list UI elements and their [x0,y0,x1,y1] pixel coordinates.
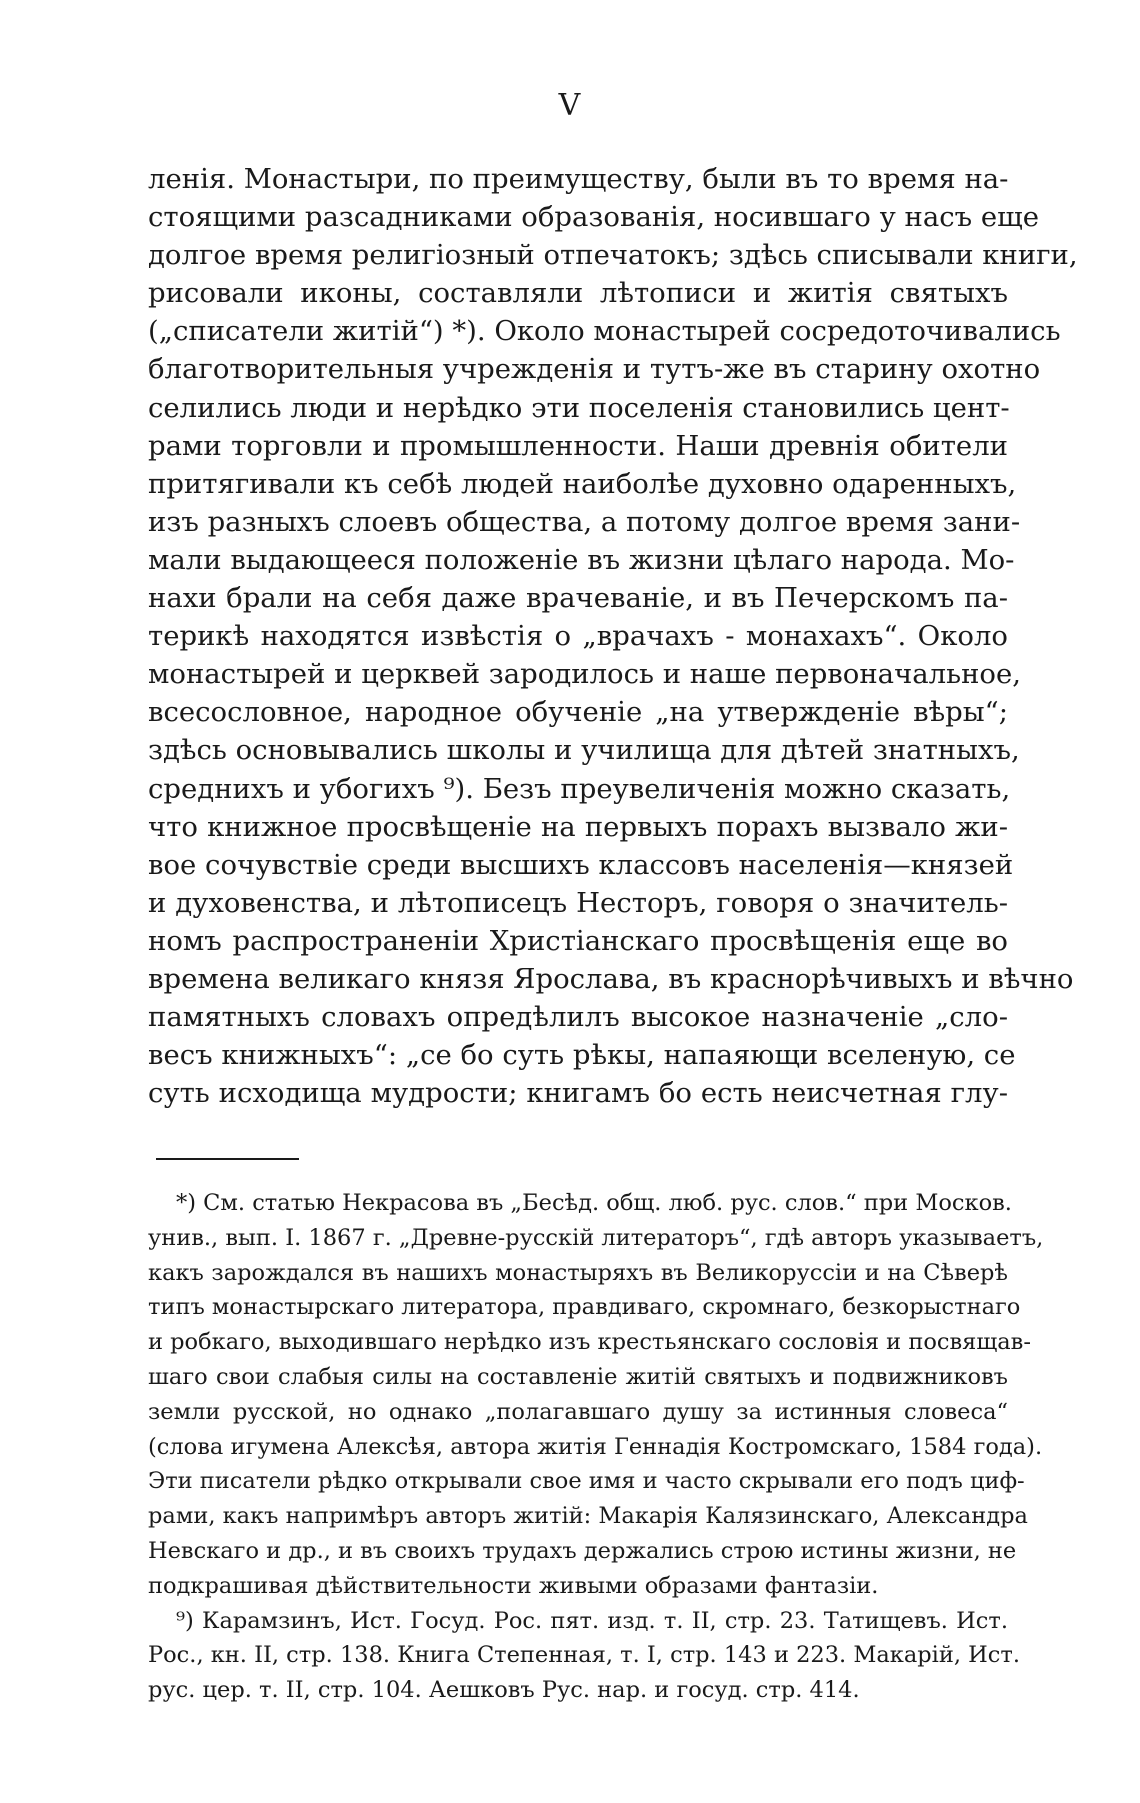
body-line: мали выдающееся положеніе въ жизни цѣлаго народа. Мо- [148,543,1015,576]
footnote-line: и робкаго, выходившаго нерѣдко изъ крестьянскаго сословія и посвящав- [148,1329,1031,1356]
footnote-line: ⁹) Карамзинъ, Ист. Госуд. Рос. пят. изд. т. II, стр. 23. Татищевъ. Ист. [176,1607,1008,1634]
footnote-line: унив., вып. I. 1867 г. „Древне-русскій литераторъ“, гдѣ авторъ указываетъ, [148,1224,1044,1251]
body-line: терикѣ находятся извѣстія о „врачахъ - монахахъ“. Около [148,620,1008,653]
body-line: рисовали иконы, составляли лѣтописи и житія святыхъ [148,277,1008,310]
body-line: суть исходища мудрости; книгамъ бо есть неисчетная глу- [148,1077,1008,1110]
body-line: времена великаго князя Ярослава, въ краснорѣчивыхъ и вѣчно [148,962,1074,995]
body-line: памятныхъ словахъ опредѣлилъ высокое назначеніе „сло- [148,1001,1008,1034]
footnote-line: шаго свои слабыя силы на составленіе житій святыхъ и подвижниковъ [148,1363,1008,1390]
body-line: долгое время религіозный отпечатокъ; здѣсь списывали книги, [148,239,1078,272]
footnote-star [148,1186,1044,1604]
page-number: V [558,88,582,123]
body-line: всесословное, народное обученіе „на утвержденіе вѣры“; [148,696,1008,729]
footnote-line: подкрашивая дѣйствительности живыми образами фантазіи. [148,1572,879,1599]
footnote-line: *) См. статью Некрасова въ „Бесѣд. общ. люб. рус. слов.“ при Москов. [176,1190,1012,1216]
body-line: монастырей и церквей зародилось и наше первоначальное, [148,658,1021,691]
body-line: стоящими разсадниками образованія, носившаго у насъ еще [148,201,1039,234]
body-line: здѣсь основывались школы и училища для дѣтей знатныхъ, [148,734,1020,767]
body-line: вое сочувствіе среди высшихъ классовъ населенія—князей [148,848,1014,881]
body-line: ленія. Монастыри, по преимуществу, были въ то время на- [148,163,1009,195]
body-line: рами торговли и промышленности. Наши древнія обители [148,429,1008,462]
body-line: весъ книжныхъ“: „се бо суть рѣкы, напаяющи вселеную, се [148,1039,1016,1072]
body-line: что книжное просвѣщеніе на первыхъ порахъ вызвало жи- [148,810,1008,843]
body-line: притягивали къ себѣ людей наиболѣе духовно одаренныхъ, [148,467,1017,500]
footnote-line: типъ монастырскаго литератора, правдиваго, скромнаго, безкорыстнаго [148,1294,1021,1321]
footnote-nine [148,1604,1020,1708]
footnotes [148,1186,1044,1708]
footnote-line: Невскаго и др., и въ своихъ трудахъ держались строю истины жизни, не [148,1537,1017,1564]
footnote-line: какъ зарождался въ нашихъ монастыряхъ въ Великоруссіи и на Сѣверѣ [148,1259,1008,1286]
footnote-line: Рос., кн. II, стр. 138. Книга Степенная, т. I, стр. 143 и 223. Макарій, Ист. [148,1642,1020,1669]
footnote-line: (слова игумена Алексѣя, автора житія Геннадія Костромскаго, 1584 года). [148,1433,1043,1460]
body-line: номъ распространеніи Христіанскаго просвѣщенія еще во [148,924,1008,957]
footnote-line: рами, какъ напримѣръ авторъ житій: Макарія Калязинскаго, Александра [148,1503,1028,1530]
body-line: („списатели житій“) *). Около монастырей сосредоточивались [148,315,1061,348]
body-line: и духовенства, и лѣтописецъ Несторъ, говоря о значитель- [148,886,1008,919]
body-line: селились люди и нерѣдко эти поселенія становились цент- [148,391,1010,424]
footnote-line: рус. цер. т. II, стр. 104. Аешковъ Рус. нар. и госуд. стр. 414. [148,1677,860,1704]
footnote-line: земли русской, но однако „полагавшаго душу за истинныя словеса“ [148,1398,1008,1425]
footnote-line: Эти писатели рѣдко открывали свое имя и часто скрывали его подъ циф- [148,1468,1025,1495]
body-line: изъ разныхъ слоевъ общества, а потому долгое время зани- [148,505,1021,538]
body-text [148,160,1078,1112]
footnote-rule [156,1158,299,1160]
body-line: нахи брали на себя даже врачеваніе, и въ Печерскомъ па- [148,582,1008,615]
body-line: среднихъ и убогихъ ⁹). Безъ преувеличенія можно сказать, [148,772,1011,805]
body-line: благотворительныя учрежденія и тутъ-же въ старину охотно [148,353,1041,386]
